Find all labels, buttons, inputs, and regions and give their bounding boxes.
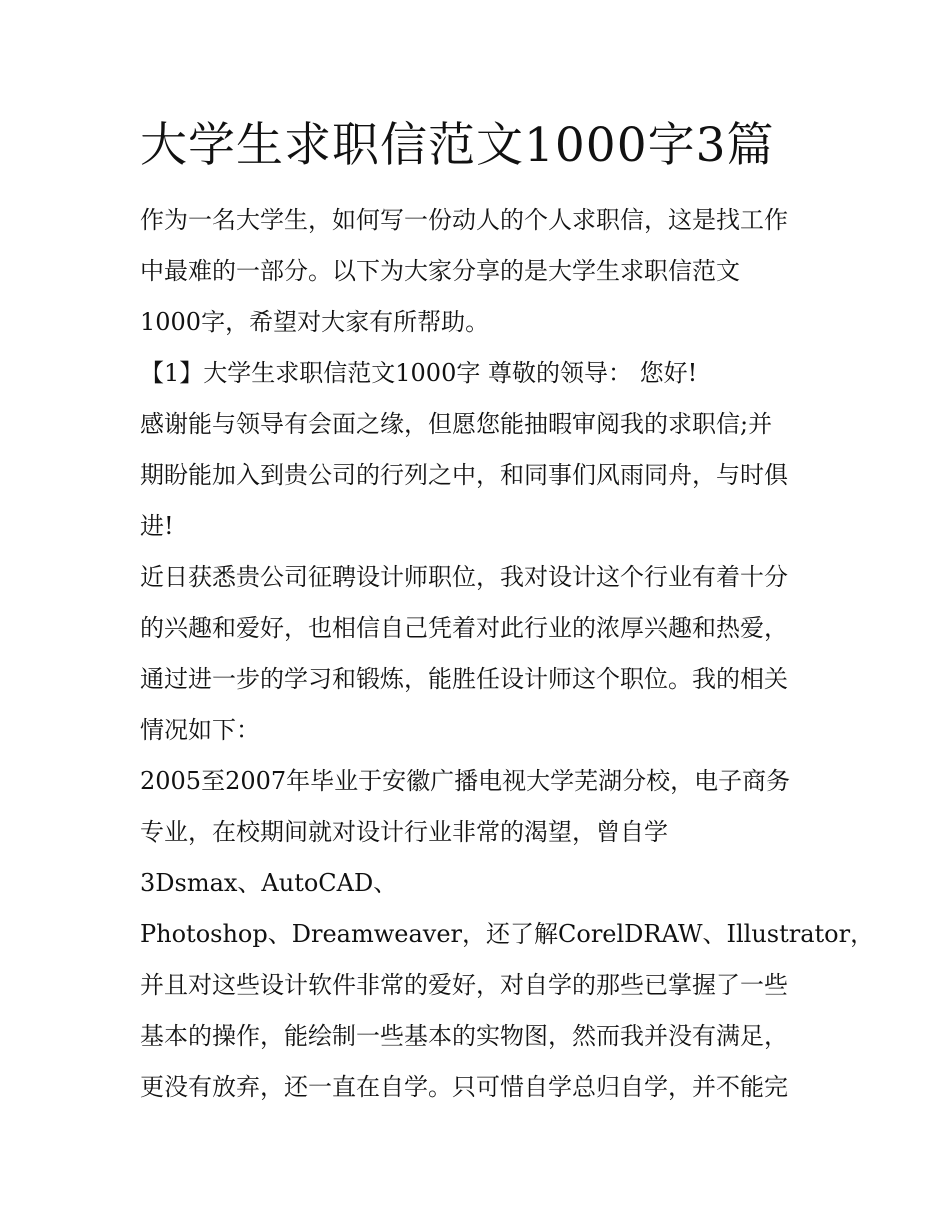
- body-line: 感谢能与领导有会面之缘，但愿您能抽暇审阅我的求职信;并: [140, 410, 773, 438]
- body-line: 【1】大学生求职信范文1000字 尊敬的领导： 您好!: [140, 359, 698, 387]
- document-title: 大学生求职信范文1000字3篇: [140, 118, 775, 173]
- body-line: 作为一名大学生，如何写一份动人的个人求职信，这是找工作: [140, 206, 788, 234]
- body-line: 期盼能加入到贵公司的行列之中，和同事们风雨同舟，与时俱: [140, 461, 788, 489]
- body-line: 1000字，希望对大家有所帮助。: [140, 308, 490, 336]
- body-line: 情况如下：: [140, 716, 260, 744]
- body-line: 近日获悉贵公司征聘设计师职位，我对设计这个行业有着十分: [140, 563, 788, 591]
- body-line: 的兴趣和爱好，也相信自己凭着对此行业的浓厚兴趣和热爱，: [140, 614, 788, 642]
- body-line: 2005至2007年毕业于安徽广播电视大学芜湖分校，电子商务: [140, 767, 791, 795]
- body-line: 更没有放弃，还一直在自学。只可惜自学总归自学，并不能完: [140, 1073, 788, 1101]
- body-line: Photoshop、Dreamweaver，还了解CorelDRAW、Illustrator，: [140, 920, 875, 948]
- body-line: 3Dsmax、AutoCAD、: [140, 869, 398, 897]
- body-line: 中最难的一部分。以下为大家分享的是大学生求职信范文: [140, 257, 740, 285]
- body-line: 基本的操作，能绘制一些基本的实物图，然而我并没有满足，: [140, 1022, 788, 1050]
- body-line: 进!: [140, 512, 174, 540]
- body-line: 并且对这些设计软件非常的爱好，对自学的那些已掌握了一些: [140, 971, 788, 999]
- body-line: 通过进一步的学习和锻炼，能胜任设计师这个职位。我的相关: [140, 665, 788, 693]
- body-line: 专业，在校期间就对设计行业非常的渴望，曾自学: [140, 818, 668, 846]
